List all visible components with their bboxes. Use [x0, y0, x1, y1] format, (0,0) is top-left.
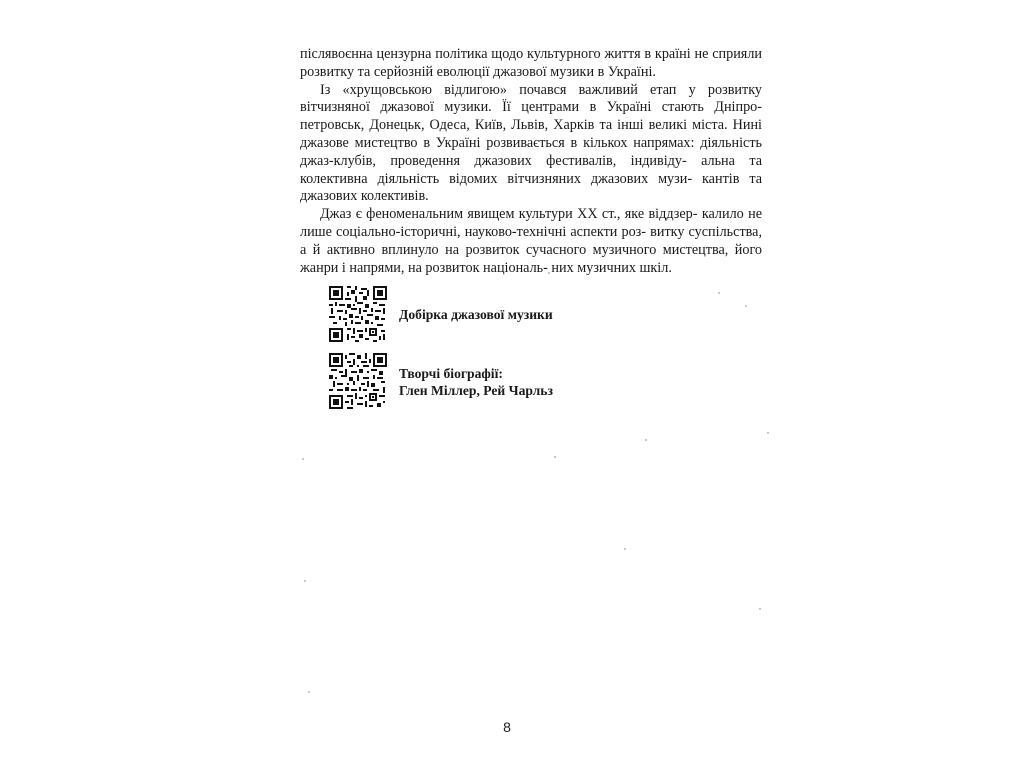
- scan-speck: [624, 548, 626, 550]
- qr-code-icon: [329, 286, 387, 342]
- text-line: альна та колективна діяльність відомих вітчизняних джазових музи-: [300, 152, 762, 187]
- qr-link-biographies[interactable]: [329, 353, 387, 409]
- text-line: калило не лише соціально-історичні, науково-технічні аспекти роз-: [300, 206, 762, 240]
- text-line: вітчизняної джазової музики. Її центрами в Україні стають Дніпро-: [300, 99, 762, 116]
- scan-speck: [745, 305, 747, 307]
- text-line: петровськ, Донецьк, Одеса, Київ, Львів, Харків та інші великі міста.: [300, 117, 728, 134]
- text-line: Джаз є феноменальним явищем культури XX ст., яке віддзер-: [320, 206, 698, 223]
- scan-speck: [767, 432, 769, 434]
- text-line: Нині джазове мистецтво в Україні розвивається в кількох напрямах:: [300, 117, 762, 151]
- paragraph-2: [300, 82, 762, 207]
- text-line: витку суспільства, а й активно вплинуло на розвиток сучасного: [300, 223, 762, 258]
- scan-speck: [548, 272, 550, 274]
- qr-caption-line: Глен Міллер, Рей Чарльз: [399, 382, 553, 398]
- page-number: 8: [503, 719, 511, 735]
- text-line: сприяли розвитку та серйозній еволюції джазової музики в Україні.: [300, 46, 763, 80]
- scan-speck: [759, 608, 761, 610]
- qr-link-jazz-collection[interactable]: [329, 286, 387, 342]
- text-line: діяльність джаз-клубів, проведення джазових фестивалів, індивіду-: [300, 134, 762, 169]
- text-line: Із «хрущовською відлигою» почався важливий етап у розвитку: [320, 81, 762, 98]
- text-line: післявоєнна цензурна політика щодо культурного життя в країні не: [300, 46, 709, 62]
- scan-speck: [302, 458, 304, 460]
- qr-caption-line: Добірка джазової музики: [399, 307, 553, 322]
- qr-code-icon: [329, 353, 387, 409]
- paragraph-3: [300, 206, 762, 277]
- qr-caption-jazz-collection: [399, 307, 553, 324]
- text-line: музичного мистецтва, його жанри і напрями, на розвиток національ-: [300, 241, 763, 276]
- scan-speck: [308, 691, 310, 693]
- qr-caption-biographies: [399, 366, 553, 399]
- scan-speck: [554, 456, 556, 458]
- scan-speck: [645, 439, 647, 441]
- text-line: кантів та джазових колективів.: [300, 170, 762, 205]
- body-text: [300, 46, 762, 277]
- scan-speck: [718, 292, 720, 294]
- scan-speck: [304, 580, 306, 582]
- paragraph-1: [300, 46, 762, 82]
- text-line: них музичних шкіл.: [551, 259, 672, 276]
- qr-caption-line: Творчі біографії:: [399, 366, 503, 381]
